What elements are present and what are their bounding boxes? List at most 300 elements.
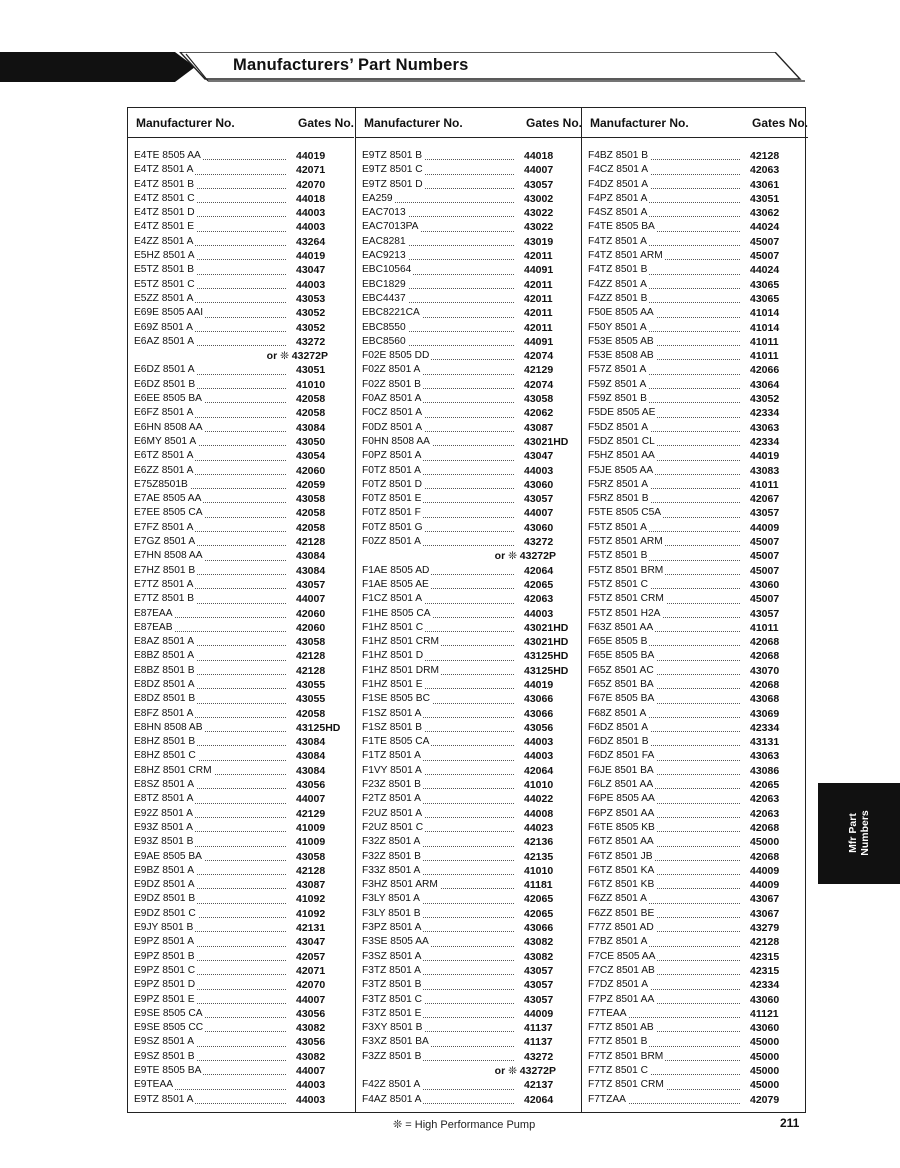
manufacturer-number-text: F59Z 8501 B xyxy=(588,393,647,405)
manufacturer-number-text: F7TZ 8501 C xyxy=(588,1065,649,1076)
manufacturer-number xyxy=(134,535,288,549)
table-row xyxy=(134,192,350,206)
manufacturer-number-text: F2TZ 8501 A xyxy=(362,793,421,805)
gates-number: 41121 xyxy=(750,1007,779,1020)
manufacturer-number xyxy=(362,421,516,435)
table-row xyxy=(362,1078,578,1092)
page-title: Manufacturers’ Part Numbers xyxy=(233,56,469,74)
table-row xyxy=(362,1093,578,1107)
table-row xyxy=(134,363,350,377)
manufacturer-number xyxy=(588,807,742,821)
manufacturer-number-text: F68Z 8501 A xyxy=(588,707,647,719)
table-row xyxy=(362,235,578,249)
manufacturer-number xyxy=(362,1007,516,1021)
manufacturer-number-text: F7TZAA xyxy=(588,1093,626,1105)
manufacturer-number xyxy=(134,406,288,420)
gates-number: 43060 xyxy=(750,993,780,1006)
manufacturer-number-text: E8FZ 8501 A xyxy=(134,707,194,719)
table-row xyxy=(134,907,350,921)
manufacturer-number xyxy=(362,964,516,978)
gates-number: 42137 xyxy=(524,1079,554,1092)
table-row xyxy=(588,792,804,806)
manufacturer-number xyxy=(588,249,742,263)
table-row xyxy=(588,292,804,306)
gates-number: 44007 xyxy=(296,1065,326,1077)
gates-number: 42059 xyxy=(296,478,326,491)
manufacturer-number-text: F1HZ 8501 CRM xyxy=(362,636,439,648)
gates-number: 43054 xyxy=(296,450,326,463)
manufacturer-number-text: F3HZ 8501 ARM xyxy=(362,879,438,891)
manufacturer-number xyxy=(134,692,288,706)
manufacturer-number xyxy=(134,306,288,320)
gates-number: 43056 xyxy=(296,779,326,792)
gates-number: 42136 xyxy=(524,836,554,849)
manufacturer-number xyxy=(588,964,742,978)
manufacturer-number xyxy=(362,892,516,906)
table-row xyxy=(588,592,804,606)
manufacturer-number xyxy=(362,149,516,163)
table-row xyxy=(134,263,350,277)
manufacturer-number xyxy=(588,635,742,649)
table-row xyxy=(588,692,804,706)
manufacturer-number-text: F0HN 8508 AA xyxy=(362,435,430,447)
table-row xyxy=(134,435,350,449)
gates-number: 43063 xyxy=(750,421,780,434)
table-row xyxy=(588,950,804,964)
manufacturer-number xyxy=(362,592,516,606)
gates-number: 43082 xyxy=(524,936,554,949)
table-row xyxy=(588,807,804,821)
table-row xyxy=(588,249,804,263)
gates-number: 42070 xyxy=(296,178,326,191)
manufacturer-number-text: F1CZ 8501 A xyxy=(362,593,423,605)
section-tab-line-1: Mfr Part xyxy=(847,813,859,853)
manufacturer-number xyxy=(588,1035,742,1049)
gates-number: 43125HD xyxy=(524,664,569,677)
table-row xyxy=(134,1035,350,1049)
manufacturer-number xyxy=(588,592,742,606)
manufacturer-number xyxy=(588,792,742,806)
manufacturer-number xyxy=(362,907,516,921)
table-row xyxy=(134,149,350,163)
manufacturer-number xyxy=(134,621,288,635)
manufacturer-number xyxy=(362,664,516,678)
gates-number: 44003 xyxy=(296,207,326,220)
manufacturer-number xyxy=(134,392,288,406)
manufacturer-number-text: E7HZ 8501 B xyxy=(134,564,196,576)
manufacturer-number xyxy=(588,707,742,721)
table-row xyxy=(134,850,350,864)
manufacturer-number xyxy=(588,392,742,406)
manufacturer-number xyxy=(588,435,742,449)
table-row xyxy=(588,935,804,949)
table-row xyxy=(134,278,350,292)
gates-number: 44018 xyxy=(296,192,326,205)
gates-number: 43264 xyxy=(296,235,326,248)
manufacturer-number-text: E5HZ 8501 A xyxy=(134,250,195,262)
gates-number: 42128 xyxy=(750,936,780,949)
table-row xyxy=(588,678,804,692)
manufacturer-number-text: F77Z 8501 AD xyxy=(588,922,654,934)
manufacturer-number xyxy=(134,578,288,592)
table-row xyxy=(134,864,350,878)
manufacturer-number-text: F59Z 8501 A xyxy=(588,378,647,390)
manufacturer-number xyxy=(362,392,516,406)
gates-number: 43084 xyxy=(296,736,326,749)
manufacturer-number xyxy=(134,249,288,263)
gates-number: 44009 xyxy=(750,864,780,877)
table-row xyxy=(362,907,578,921)
table-row xyxy=(362,707,578,721)
manufacturer-number xyxy=(362,464,516,478)
table-row xyxy=(134,406,350,420)
manufacturer-number-text: E9BZ 8501 A xyxy=(134,864,195,876)
gates-number: 42079 xyxy=(750,1093,780,1106)
manufacturer-number xyxy=(588,492,742,506)
gates-number: 42058 xyxy=(296,707,326,720)
table-row xyxy=(134,950,350,964)
gates-number: 43022 xyxy=(524,221,554,234)
manufacturer-number xyxy=(588,578,742,592)
table-row xyxy=(588,707,804,721)
manufacturer-number xyxy=(134,363,288,377)
manufacturer-number xyxy=(362,578,516,592)
gates-number: 44003 xyxy=(524,607,554,620)
table-row xyxy=(134,1050,350,1064)
manufacturer-number xyxy=(588,1078,742,1092)
manufacturer-number-text: F5DZ 8501 CL xyxy=(588,435,655,447)
manufacturer-number xyxy=(362,993,516,1007)
header-banner xyxy=(0,52,805,82)
table-row xyxy=(134,764,350,778)
manufacturer-number-text: F65E 8505 BA xyxy=(588,650,655,662)
manufacturer-number xyxy=(362,721,516,735)
table-row xyxy=(134,1078,350,1092)
table-row xyxy=(362,263,578,277)
gates-number: 41010 xyxy=(296,378,326,391)
manufacturer-number xyxy=(588,678,742,692)
gates-number: 44024 xyxy=(750,264,780,277)
gates-number: 42063 xyxy=(750,807,780,820)
gates-number: 42334 xyxy=(750,979,780,992)
gates-number: 44009 xyxy=(750,879,780,892)
manufacturer-number-text: E9TZ 8501 C xyxy=(362,164,423,176)
table-row xyxy=(134,678,350,692)
part-number-table xyxy=(127,107,806,1113)
gates-number: 42074 xyxy=(524,350,554,363)
gates-number: 43051 xyxy=(750,192,780,205)
table-row xyxy=(588,907,804,921)
gates-number: 41011 xyxy=(750,621,779,634)
manufacturer-number xyxy=(588,421,742,435)
manufacturer-number-text: F0AZ 8501 A xyxy=(362,393,422,405)
manufacturer-number-text: F7TZ 8501 CRM xyxy=(588,1079,664,1091)
manufacturer-no-header: Manufacturer No. xyxy=(136,116,235,130)
gates-number: 43056 xyxy=(524,721,554,734)
gates-number: 43057 xyxy=(750,607,780,620)
manufacturer-number-text: E8HZ 8501 CRM xyxy=(134,764,212,776)
manufacturer-number xyxy=(362,278,516,292)
table-row xyxy=(588,521,804,535)
table-row xyxy=(362,564,578,578)
table-row xyxy=(134,564,350,578)
manufacturer-number-text: E4TZ 8501 A xyxy=(134,164,194,176)
table-row xyxy=(362,521,578,535)
gates-number: 43084 xyxy=(296,550,326,563)
table-row xyxy=(134,464,350,478)
manufacturer-number xyxy=(588,749,742,763)
manufacturer-number xyxy=(588,192,742,206)
manufacturer-number xyxy=(588,363,742,377)
manufacturer-number-text: E8AZ 8501 A xyxy=(134,636,195,648)
gates-number: 43051 xyxy=(296,364,326,377)
manufacturer-number xyxy=(588,235,742,249)
table-row xyxy=(588,535,804,549)
manufacturer-number xyxy=(588,835,742,849)
manufacturer-number xyxy=(134,1064,288,1078)
manufacturer-number xyxy=(362,321,516,335)
table-row xyxy=(134,649,350,663)
table-row xyxy=(134,206,350,220)
table-row xyxy=(362,749,578,763)
manufacturer-number-text: F3LY 8501 A xyxy=(362,893,420,905)
gates-number: 42064 xyxy=(524,1093,554,1106)
manufacturer-number xyxy=(588,406,742,420)
table-row xyxy=(134,321,350,335)
manufacturer-number-text: F42Z 8501 A xyxy=(362,1079,421,1091)
manufacturer-number-text: E8HZ 8501 C xyxy=(134,750,196,762)
manufacturer-number-text: E69Z 8501 A xyxy=(134,321,193,333)
manufacturer-number-text: E9SE 8505 CC xyxy=(134,1022,204,1034)
table-row xyxy=(134,335,350,349)
manufacturer-number-text: E8SZ 8501 A xyxy=(134,779,195,791)
table-row xyxy=(588,220,804,234)
manufacturer-number-text: F50Y 8501 A xyxy=(588,321,647,333)
manufacturer-number-text: F5RZ 8501 A xyxy=(588,478,649,490)
manufacturer-number-text: F3TZ 8501 C xyxy=(362,993,423,1005)
manufacturer-number xyxy=(134,835,288,849)
manufacturer-number xyxy=(134,192,288,206)
table-row xyxy=(134,1064,350,1078)
gates-number: 45007 xyxy=(750,550,780,563)
gates-number: 43060 xyxy=(750,1022,780,1035)
manufacturer-number-text: F5TE 8505 C5A xyxy=(588,507,662,519)
table-row xyxy=(134,521,350,535)
table-row xyxy=(588,149,804,163)
table-row xyxy=(134,578,350,592)
manufacturer-number xyxy=(588,935,742,949)
manufacturer-number-text: F7TZ 8501 B xyxy=(588,1036,648,1048)
manufacturer-number xyxy=(362,621,516,635)
manufacturer-number-text: F50E 8505 AA xyxy=(588,307,654,319)
manufacturer-number-text: E75Z8501B xyxy=(134,478,188,490)
manufacturer-number-text: E8HZ 8501 B xyxy=(134,736,196,748)
manufacturer-number xyxy=(588,1007,742,1021)
manufacturer-number xyxy=(362,792,516,806)
gates-number: 43083 xyxy=(750,464,780,477)
gates-number: 43057 xyxy=(524,178,554,191)
table-row xyxy=(588,392,804,406)
manufacturer-number xyxy=(588,978,742,992)
manufacturer-number xyxy=(588,521,742,535)
manufacturer-number-text: EBC8550 xyxy=(362,321,406,333)
manufacturer-number-text: EBC4437 xyxy=(362,292,406,304)
manufacturer-number-text: F5TZ 8501 H2A xyxy=(588,607,661,619)
manufacturer-number xyxy=(362,406,516,420)
manufacturer-number xyxy=(588,335,742,349)
manufacturer-number xyxy=(134,449,288,463)
gates-number: 42065 xyxy=(524,893,554,906)
manufacturer-number-text: F3SZ 8501 A xyxy=(362,950,422,962)
gates-number: 42070 xyxy=(296,979,326,992)
table-row xyxy=(588,864,804,878)
manufacturer-number-text: E6TZ 8501 A xyxy=(134,450,194,462)
manufacturer-number-text: F0CZ 8501 A xyxy=(362,407,423,419)
gates-number: 42128 xyxy=(296,536,326,549)
manufacturer-number xyxy=(362,864,516,878)
manufacturer-number xyxy=(134,206,288,220)
gates-number: 41181 xyxy=(524,879,553,892)
gates-number: 42058 xyxy=(296,407,326,420)
gates-number: 44024 xyxy=(750,221,780,234)
table-row xyxy=(588,964,804,978)
gates-number: 43057 xyxy=(524,493,554,506)
manufacturer-number-text: E7GZ 8501 A xyxy=(134,536,196,548)
table-row xyxy=(362,220,578,234)
gates-number: 43066 xyxy=(524,707,554,720)
manufacturer-number-text: EAC8281 xyxy=(362,235,406,247)
gates-number: 42058 xyxy=(296,393,326,406)
manufacturer-number xyxy=(134,321,288,335)
manufacturer-number-text: F4TZ 8501 ARM xyxy=(588,250,663,262)
table-row xyxy=(588,735,804,749)
manufacturer-number-text: E7TZ 8501 B xyxy=(134,593,195,605)
gates-number: 43055 xyxy=(296,678,326,691)
manufacturer-number-text: E6AZ 8501 A xyxy=(134,335,195,347)
gates-number: 42065 xyxy=(524,907,554,920)
table-row xyxy=(588,649,804,663)
manufacturer-number-text: F7TZ 8501 BRM xyxy=(588,1050,664,1062)
table-row xyxy=(588,778,804,792)
manufacturer-number xyxy=(362,764,516,778)
table-row xyxy=(362,892,578,906)
table-row xyxy=(362,1035,578,1049)
table-row xyxy=(588,349,804,363)
gates-number: 42315 xyxy=(750,950,780,963)
manufacturer-number-text: F7TZ 8501 AB xyxy=(588,1022,654,1034)
table-row xyxy=(362,392,578,406)
gates-number: 42011 xyxy=(524,321,553,334)
gates-number: 42128 xyxy=(296,650,326,663)
manufacturer-number xyxy=(134,964,288,978)
section-tab[interactable] xyxy=(818,783,900,884)
manufacturer-number-text: E6MY 8501 A xyxy=(134,435,197,447)
table-row xyxy=(362,192,578,206)
gates-number: 43087 xyxy=(524,421,554,434)
gates-number: 43052 xyxy=(296,321,326,334)
gates-number: 43272 xyxy=(524,1050,554,1063)
manufacturer-number-text: E93Z 8501 B xyxy=(134,836,194,848)
manufacturer-number xyxy=(362,492,516,506)
manufacturer-number xyxy=(362,206,516,220)
manufacturer-number-text: F6TE 8505 KB xyxy=(588,821,655,833)
table-row xyxy=(134,892,350,906)
table-row xyxy=(588,821,804,835)
manufacturer-number xyxy=(588,263,742,277)
table-row xyxy=(134,235,350,249)
manufacturer-number xyxy=(134,993,288,1007)
table-row xyxy=(588,607,804,621)
table-row xyxy=(134,778,350,792)
table-row xyxy=(588,192,804,206)
gates-number: 43272 xyxy=(524,536,554,549)
manufacturer-number-text: F53E 8508 AB xyxy=(588,350,654,362)
manufacturer-number xyxy=(588,292,742,306)
manufacturer-number-text: E9PZ 8501 D xyxy=(134,979,196,991)
table-row xyxy=(588,850,804,864)
gates-number: 43052 xyxy=(750,393,780,406)
column-rows xyxy=(362,149,578,1107)
section-tab-line-2: Numbers xyxy=(859,810,871,856)
manufacturer-number-text: F1AE 8505 AD xyxy=(362,564,430,576)
table-row xyxy=(588,278,804,292)
gates-number: 42128 xyxy=(296,864,326,877)
manufacturer-number-text: E8DZ 8501 B xyxy=(134,693,196,705)
manufacturer-number xyxy=(588,778,742,792)
manufacturer-number-text: F1TZ 8501 A xyxy=(362,750,421,762)
table-row xyxy=(362,950,578,964)
gates-number: 44009 xyxy=(524,1007,554,1020)
manufacturer-number-text: E5TZ 8501 B xyxy=(134,264,195,276)
table-row xyxy=(134,592,350,606)
table-row xyxy=(362,1050,578,1064)
manufacturer-number xyxy=(588,921,742,935)
manufacturer-number-text: F4ZZ 8501 A xyxy=(588,278,647,290)
manufacturer-number xyxy=(134,492,288,506)
manufacturer-number xyxy=(362,678,516,692)
table-row xyxy=(362,363,578,377)
table-row xyxy=(588,1093,804,1107)
manufacturer-number xyxy=(588,692,742,706)
gates-number: 41137 xyxy=(524,1036,553,1049)
table-row xyxy=(134,735,350,749)
table-row xyxy=(588,435,804,449)
manufacturer-number xyxy=(362,564,516,578)
column-rows xyxy=(134,149,350,1107)
gates-number: 43050 xyxy=(296,435,326,448)
manufacturer-number-text: F7PZ 8501 AA xyxy=(588,993,655,1005)
manufacturer-number-text: F6TZ 8501 AA xyxy=(588,836,654,848)
manufacturer-number xyxy=(588,607,742,621)
gates-number: 41014 xyxy=(750,307,780,320)
manufacturer-number xyxy=(134,764,288,778)
manufacturer-number xyxy=(588,321,742,335)
manufacturer-number xyxy=(588,1021,742,1035)
manufacturer-number-text: E7TZ 8501 A xyxy=(134,578,194,590)
gates-number: 44003 xyxy=(524,750,554,763)
manufacturer-number xyxy=(134,292,288,306)
table-row xyxy=(134,878,350,892)
table-row xyxy=(362,549,578,563)
manufacturer-number xyxy=(588,220,742,234)
table-row xyxy=(362,850,578,864)
manufacturer-number xyxy=(588,664,742,678)
table-row xyxy=(362,649,578,663)
manufacturer-number xyxy=(134,1007,288,1021)
manufacturer-number xyxy=(588,993,742,1007)
manufacturer-number xyxy=(134,735,288,749)
table-row xyxy=(134,692,350,706)
